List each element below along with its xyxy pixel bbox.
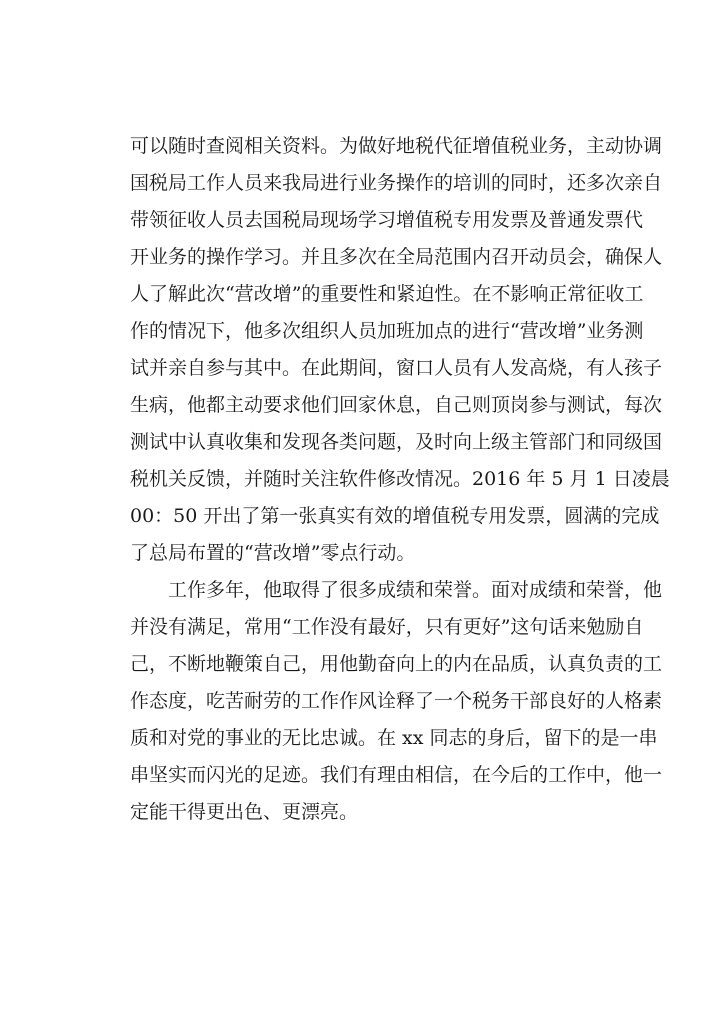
- text-line: 国税局工作人员来我局进行业务操作的培训的同时，还多次亲自: [130, 172, 663, 194]
- text-line: 人了解此次“营改增”的重要性和紧迫性。在不影响正常征收工: [130, 283, 644, 305]
- text-line: 工作多年，他取得了很多成绩和荣誉。面对成绩和荣誉，他: [168, 579, 663, 601]
- text-line: 作态度，吃苦耐劳的工作作风诠释了一个税务干部良好的人格素: [130, 690, 663, 712]
- text-line: 测试中认真收集和发现各类问题，及时向上级主管部门和同级国: [130, 431, 663, 453]
- text-line: 00：50 开出了第一张真实有效的增值税专用发票，圆满的完成: [130, 505, 660, 527]
- text-line: 可以随时查阅相关资料。为做好地税代征增值税业务，主动协调: [130, 135, 663, 157]
- text-line: 试并亲自参与其中。在此期间，窗口人员有人发高烧，有人孩子: [130, 357, 663, 379]
- text-line: 税机关反馈，并随时关注软件修改情况。2016 年 5 月 1 日凌晨: [130, 468, 670, 490]
- text-line: 生病，他都主动要求他们回家休息，自己则顶岗参与测试，每次: [130, 394, 663, 416]
- text-line: 开业务的操作学习。并且多次在全局范围内召开动员会，确保人: [130, 246, 663, 268]
- text-line: 己，不断地鞭策自己，用他勤奋向上的内在品质，认真负责的工: [130, 653, 663, 675]
- text-line: 带领征收人员去国税局现场学习增值税专用发票及普通发票代: [130, 209, 644, 231]
- text-line: 串坚实而闪光的足迹。我们有理由相信，在今后的工作中，他一: [130, 764, 663, 786]
- text-line: 了总局布置的“营改增”零点行动。: [130, 542, 416, 564]
- text-line: 并没有满足，常用“工作没有最好，只有更好”这句话来勉励自: [130, 616, 644, 638]
- text-line: 质和对党的事业的无比忠诚。在 xx 同志的身后，留下的是一串: [130, 727, 658, 749]
- text-line: 定能干得更出色、更漂亮。: [130, 801, 359, 823]
- text-line: 作的情况下，他多次组织人员加班加点的进行“营改增”业务测: [130, 320, 644, 342]
